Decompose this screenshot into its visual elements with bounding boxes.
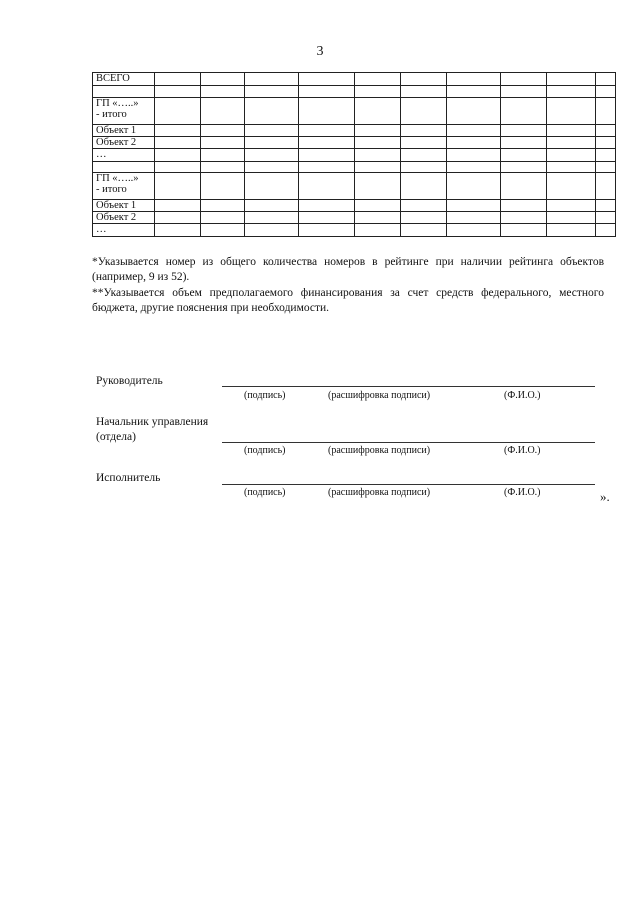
table-row <box>93 137 616 149</box>
table-cell <box>596 200 616 212</box>
caption-full-name: (Ф.И.О.) <box>504 487 541 498</box>
row-label: ГП «…..» - итого <box>93 98 155 125</box>
table-row <box>93 162 616 173</box>
table-cell <box>299 86 355 98</box>
table-cell <box>355 98 401 125</box>
table-cell <box>401 212 447 224</box>
table-cell <box>447 149 501 162</box>
table-cell <box>547 137 596 149</box>
table-cell <box>547 224 596 237</box>
table-cell <box>245 162 299 173</box>
table-cell <box>596 125 616 137</box>
table-row <box>93 149 616 162</box>
table-cell <box>245 200 299 212</box>
table-cell <box>355 149 401 162</box>
table-cell <box>501 173 547 200</box>
table-cell <box>155 137 201 149</box>
table-row <box>93 200 616 212</box>
table-cell <box>501 125 547 137</box>
table-cell <box>547 162 596 173</box>
table-cell <box>355 200 401 212</box>
signature-line-department-head <box>222 442 595 443</box>
table-cell <box>596 98 616 125</box>
signature-line-executor <box>222 484 595 485</box>
table-cell <box>155 212 201 224</box>
caption-full-name: (Ф.И.О.) <box>504 445 541 456</box>
table-cell <box>245 73 299 86</box>
table-cell <box>355 86 401 98</box>
table-cell <box>245 224 299 237</box>
caption-signature-transcript: (расшифровка подписи) <box>328 445 431 456</box>
table-cell <box>447 212 501 224</box>
table-cell <box>547 200 596 212</box>
table-cell <box>155 224 201 237</box>
table-cell <box>299 224 355 237</box>
table-cell <box>596 173 616 200</box>
table-cell <box>355 125 401 137</box>
table-cell <box>201 73 245 86</box>
table-row <box>93 73 616 86</box>
table-cell <box>201 212 245 224</box>
table-cell <box>447 224 501 237</box>
row-label: Объект 1 <box>93 200 155 212</box>
table-cell <box>201 86 245 98</box>
table-cell <box>501 86 547 98</box>
table-cell <box>501 149 547 162</box>
table-cell <box>447 173 501 200</box>
table-cell <box>501 98 547 125</box>
table-cell <box>547 173 596 200</box>
table-cell <box>155 125 201 137</box>
table-cell <box>401 173 447 200</box>
table-cell <box>201 173 245 200</box>
table-cell <box>201 137 245 149</box>
table-cell <box>401 125 447 137</box>
table-cell <box>547 73 596 86</box>
table-cell <box>401 224 447 237</box>
table-cell <box>299 98 355 125</box>
footnote-rating: *Указывается номер из общего количества номеров в рейтинге при наличии рейтинга объектов (например, 9 из 52). <box>92 256 604 283</box>
table-cell <box>245 86 299 98</box>
caption-signature-transcript: (расшифровка подписи) <box>328 487 431 498</box>
table-cell <box>401 149 447 162</box>
table-row <box>93 212 616 224</box>
table-cell <box>245 173 299 200</box>
table-cell <box>355 224 401 237</box>
table-cell <box>299 212 355 224</box>
table-cell <box>596 73 616 86</box>
table-cell <box>401 162 447 173</box>
table-cell <box>155 162 201 173</box>
table-cell <box>401 98 447 125</box>
caption-full-name: (Ф.И.О.) <box>504 390 541 401</box>
table-cell <box>299 137 355 149</box>
table-cell <box>501 73 547 86</box>
table-cell <box>155 98 201 125</box>
table-cell <box>299 173 355 200</box>
signature-label-department-head: Начальник управления (отдела) <box>96 416 209 443</box>
objects-table <box>92 72 616 237</box>
row-label: … <box>93 149 155 162</box>
table-cell <box>547 212 596 224</box>
signature-line-head <box>222 386 595 387</box>
table-cell <box>501 162 547 173</box>
table-cell <box>401 73 447 86</box>
table-cell <box>547 86 596 98</box>
table-cell <box>447 137 501 149</box>
table-cell <box>401 200 447 212</box>
table-cell <box>547 149 596 162</box>
table-cell <box>299 125 355 137</box>
table-cell <box>447 98 501 125</box>
row-label <box>93 162 155 173</box>
table-cell <box>201 125 245 137</box>
table-cell <box>155 86 201 98</box>
table-row <box>93 98 616 125</box>
table-cell <box>596 149 616 162</box>
objects-table-body <box>93 73 616 237</box>
table-cell <box>155 149 201 162</box>
table-cell <box>447 162 501 173</box>
table-cell <box>501 137 547 149</box>
footnote-financing: **Указывается объем предполагаемого финансирования за счет средств федерального, местного бюджета, другие пояснения при необходимости. <box>92 287 604 314</box>
row-label: Объект 2 <box>93 137 155 149</box>
table-cell <box>299 149 355 162</box>
signature-label-executor: Исполнитель <box>96 472 161 484</box>
caption-signature: (подпись) <box>244 445 286 456</box>
row-label <box>93 86 155 98</box>
table-cell <box>447 125 501 137</box>
signature-label-head: Руководитель <box>96 375 163 387</box>
table-cell <box>355 73 401 86</box>
table-cell <box>596 162 616 173</box>
table-cell <box>501 200 547 212</box>
table-cell <box>201 98 245 125</box>
table-cell <box>401 86 447 98</box>
table-cell <box>355 173 401 200</box>
table-cell <box>245 125 299 137</box>
table-cell <box>596 224 616 237</box>
table-cell <box>501 212 547 224</box>
row-label: Объект 2 <box>93 212 155 224</box>
caption-signature: (подпись) <box>244 487 286 498</box>
page-number: 3 <box>316 44 324 59</box>
table-cell <box>355 212 401 224</box>
table-cell <box>547 98 596 125</box>
row-label: ВСЕГО <box>93 73 155 86</box>
table-cell <box>447 200 501 212</box>
table-row <box>93 224 616 237</box>
table-row <box>93 86 616 98</box>
table-row <box>93 173 616 200</box>
table-cell <box>447 73 501 86</box>
table-cell <box>299 200 355 212</box>
table-cell <box>299 73 355 86</box>
table-cell <box>201 224 245 237</box>
table-cell <box>155 173 201 200</box>
table-cell <box>501 224 547 237</box>
table-cell <box>596 137 616 149</box>
row-label: … <box>93 224 155 237</box>
caption-signature-transcript: (расшифровка подписи) <box>328 390 431 401</box>
table-cell <box>299 162 355 173</box>
table-cell <box>155 200 201 212</box>
row-label: ГП «…..» - итого <box>93 173 155 200</box>
table-cell <box>201 149 245 162</box>
table-cell <box>245 98 299 125</box>
caption-signature: (подпись) <box>244 390 286 401</box>
closing-quote: ». <box>600 489 610 504</box>
table-cell <box>355 137 401 149</box>
table-cell <box>596 86 616 98</box>
table-cell <box>547 125 596 137</box>
table-cell <box>155 73 201 86</box>
table-cell <box>596 212 616 224</box>
table-cell <box>201 162 245 173</box>
table-cell <box>245 137 299 149</box>
table-cell <box>201 200 245 212</box>
table-cell <box>447 86 501 98</box>
table-cell <box>355 162 401 173</box>
row-label: Объект 1 <box>93 125 155 137</box>
table-cell <box>245 149 299 162</box>
table-cell <box>401 137 447 149</box>
table-row <box>93 125 616 137</box>
table-cell <box>245 212 299 224</box>
